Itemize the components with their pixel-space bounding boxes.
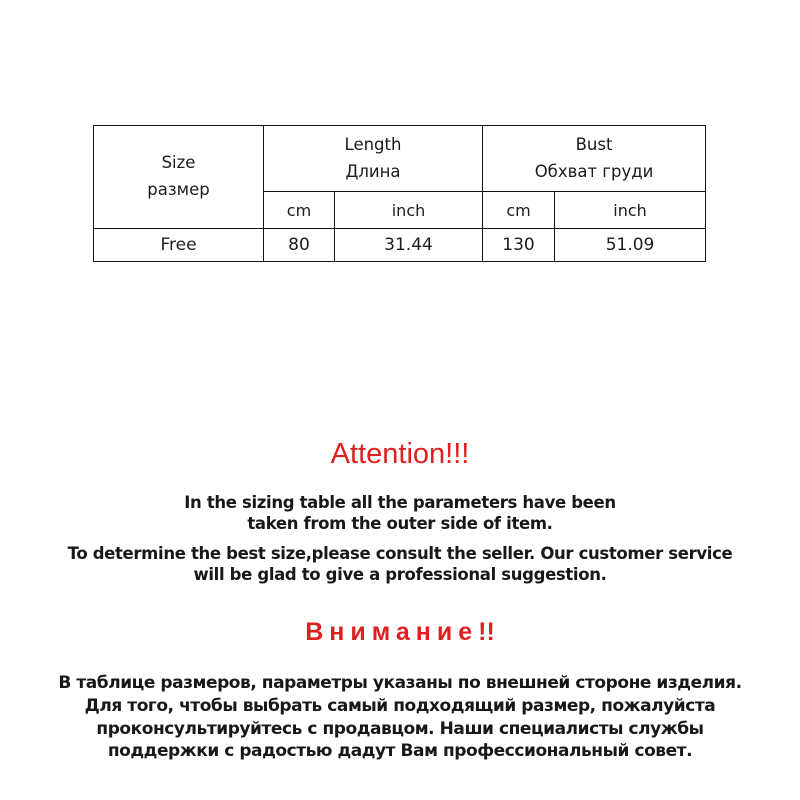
spacer-before-heading-ru bbox=[0, 585, 800, 620]
header-cell-length bbox=[264, 126, 483, 192]
cell-bust-inch-value: 51.09 bbox=[555, 229, 706, 262]
size-chart-table-container bbox=[93, 125, 705, 262]
attention-heading-ru-letters: Внимание bbox=[305, 618, 479, 647]
notice-paragraph-en-2 bbox=[0, 543, 800, 585]
cell-length-cm-value: 80 bbox=[264, 229, 335, 262]
table-header-row-primary bbox=[94, 126, 706, 192]
attention-heading-en: Attention!!! bbox=[330, 438, 470, 470]
notice-paragraph-ru-line-1: В таблице размеров, параметры указаны по внешней стороне изделия. bbox=[58, 673, 742, 694]
spacer-between-en-paragraphs bbox=[0, 534, 800, 543]
table-row bbox=[94, 229, 706, 262]
header-length-label-en: Length bbox=[344, 134, 402, 154]
header-unit-bust-inch: inch bbox=[555, 192, 706, 229]
notice-paragraph-en-2-line-1: To determine the best size,please consult the seller. Our customer service bbox=[67, 544, 733, 564]
header-size-label-ru: размер bbox=[147, 180, 210, 199]
notice-paragraph-ru-line-4: поддержки с радостью дадут Вам профессиональный совет. bbox=[107, 741, 693, 762]
header-bust-label-en: Bust bbox=[575, 134, 613, 154]
cell-size-value: Free bbox=[94, 229, 264, 262]
header-unit-length-inch: inch bbox=[335, 192, 483, 229]
header-cell-size bbox=[94, 126, 264, 229]
header-length-label-ru: Длина bbox=[345, 161, 401, 181]
header-unit-length-cm: cm bbox=[264, 192, 335, 229]
header-cell-bust bbox=[483, 126, 706, 192]
notice-paragraph-en-2-line-2: will be glad to give a professional suggestion. bbox=[193, 565, 607, 585]
size-chart-table bbox=[93, 125, 706, 262]
notice-paragraph-ru-line-3: проконсультируйтесь с продавцом. Наши специалисты службы bbox=[96, 718, 704, 739]
spacer-after-heading-en bbox=[0, 471, 800, 492]
header-size-label-en: Size bbox=[161, 153, 196, 173]
header-unit-bust-cm: cm bbox=[483, 192, 555, 229]
notice-paragraph-en-1-line-2: taken from the outer side of item. bbox=[247, 514, 553, 534]
attention-notice-block bbox=[0, 440, 800, 763]
cell-length-inch-value: 31.44 bbox=[335, 229, 483, 262]
notice-paragraph-en-1-line-1: In the sizing table all the parameters have been bbox=[184, 493, 616, 512]
spacer-after-heading-ru bbox=[0, 645, 800, 672]
notice-paragraph-ru bbox=[0, 672, 800, 762]
attention-heading-ru bbox=[0, 620, 800, 645]
header-bust-label-ru: Обхват груди bbox=[534, 161, 654, 181]
notice-paragraph-ru-line-2: Для того, чтобы выбрать самый подходящий размер, пожалуйста bbox=[84, 696, 716, 717]
cell-bust-cm-value: 130 bbox=[483, 229, 555, 262]
notice-paragraph-en-1 bbox=[0, 492, 800, 534]
attention-heading-ru-bangs: !! bbox=[478, 618, 495, 647]
